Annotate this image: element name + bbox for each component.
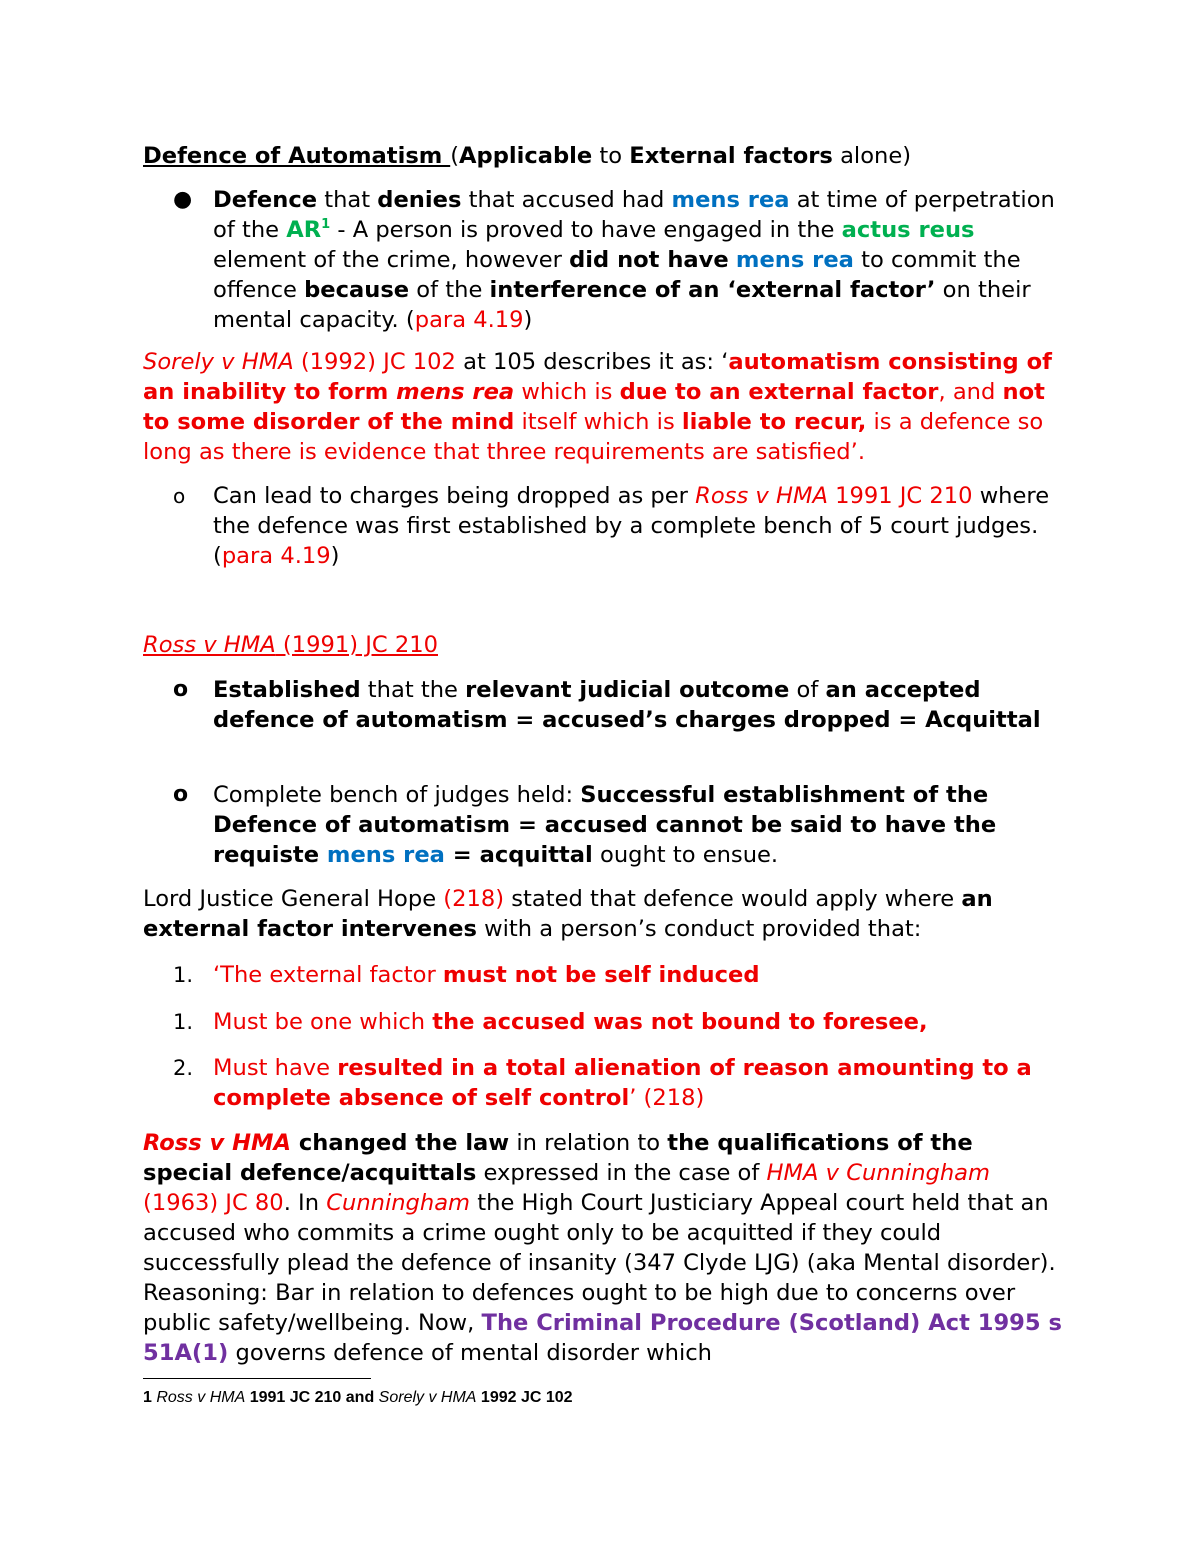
- footnote-ref[interactable]: 1: [321, 217, 331, 232]
- requirement-text: Must have resulted in a total alienation of reason amounting to a complete absence of self control’ (218): [213, 1055, 1032, 1111]
- list-number: 1.: [173, 963, 194, 987]
- ross-bullet-bench-held: [173, 780, 1068, 870]
- requirement-text: Must be one which the accused was not bound to foresee,: [213, 1009, 928, 1035]
- requirement-text: ‘The external factor must not be self induced: [213, 962, 760, 988]
- requirement-foresee: [173, 1007, 1068, 1037]
- footnote: 1 Ross v HMA 1991 JC 210 and Sorely v HMA 1992 JC 102: [143, 1389, 573, 1406]
- section-heading: Defence of Automatism (Applicable to External factors alone): [143, 143, 912, 169]
- requirement-self-induced: [173, 960, 1068, 990]
- bullet-defence-definition: [173, 185, 1068, 335]
- sub-bullet-charges-dropped: [173, 481, 1068, 571]
- bullet-marker: o: [173, 677, 189, 702]
- ross-changed-law-paragraph: Ross v HMA changed the law in relation to the qualifications of the special defence/acquittals expressed in the case of HMA v Cunningham (1963) JC 80. In Cunningham the High Court Justiciary Appeal court held that an accused who commits a crime ought only to be acquitted if they could successfully plead the defence of insanity (347 Clyde LJG) (aka Mental disorder). Reasoning: Bar in relation to defences ought to be high due to concerns over public safety/wellbeing. Now, The Criminal Procedure (Scotland) Act 1995 s 51A(1) governs defence of mental disorder which: [143, 1130, 1062, 1366]
- bullet-text: Established that the relevant judicial outcome of an accepted defence of automatism = accused’s charges dropped = Acquittal: [213, 677, 1041, 733]
- bullet-marker: o: [173, 484, 186, 508]
- bullet-text: Can lead to charges being dropped as per Ross v HMA 1991 JC 210 where the defence was first established by a complete bench of 5 court judges. (para 4.19): [213, 483, 1050, 569]
- requirement-alienation: [173, 1053, 1068, 1113]
- bullet-marker: o: [173, 782, 189, 807]
- document-page: [143, 0, 1068, 1553]
- ross-case-heading: Ross v HMA (1991) JC 210: [143, 632, 438, 658]
- hope-paragraph: Lord Justice General Hope (218) stated that defence would apply where an external factor intervenes with a person’s conduct provided that:: [143, 886, 993, 942]
- list-number: 2.: [173, 1056, 194, 1080]
- list-number: 1.: [173, 1010, 194, 1034]
- bullet-marker: ●: [173, 187, 193, 212]
- bullet-text: Complete bench of judges held: Successful establishment of the Defence of automatism = accused cannot be said to have the requiste mens rea = acquittal ought to ensue.: [213, 782, 997, 868]
- bullet-text: Defence that denies that accused had mens rea at time of perpetration of the $AR^1$ - A person is proved to have engaged in the actus reus element of the crime, however did not have mens rea to commit the offence because of the interference of an ‘external factor’ on their mental capacity. (para 4.19): [213, 187, 1055, 333]
- ross-bullet-established: [173, 675, 1068, 735]
- sorely-quote-paragraph: Sorely v HMA (1992) JC 102 at 105 describes it as: ‘automatism consisting of an inability to form mens rea which is due to an external factor, and not to some disorder of the mind itself which is liable to recur, is a defence so long as there is evidence that three requirements are satisfied’.: [143, 349, 1052, 465]
- footnote-separator: [143, 1378, 371, 1379]
